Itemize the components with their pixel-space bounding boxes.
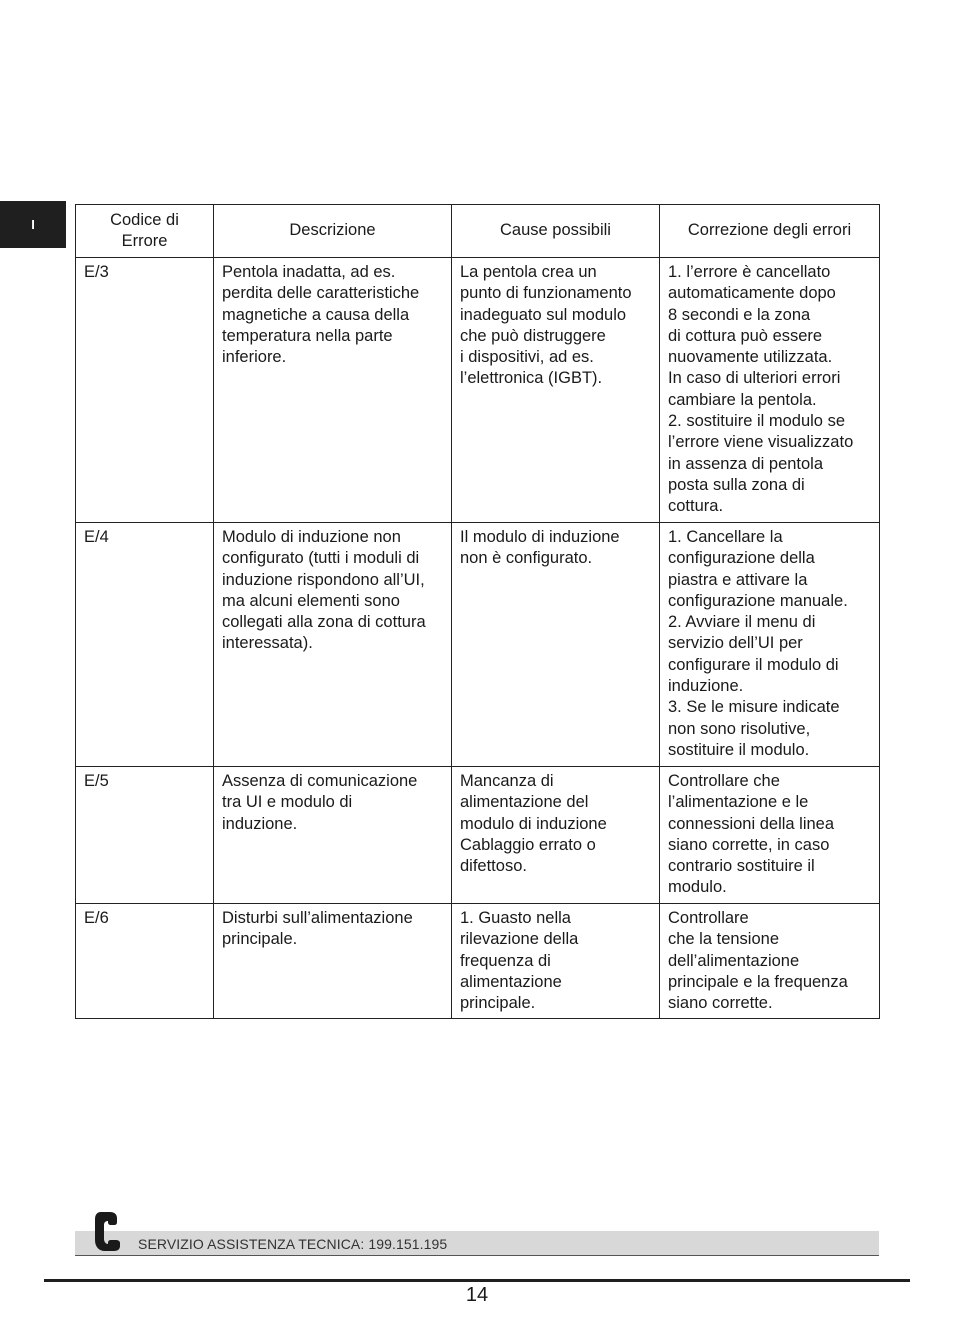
table-header-row	[76, 205, 880, 258]
correction-cell: 1. Cancellare la configurazione della piastra e attivare la configurazione manuale. 2. Avviare il menu di servizio dell’UI per configurare il modulo di induzione. 3. Se le misure indicate non sono risolutive, sostituire il modulo.	[660, 523, 880, 767]
causes-cell: La pentola crea un punto di funzionamento inadeguato sul modulo che può distruggere i dispositivi, ad es. l’elettronica (IGBT).	[452, 258, 660, 523]
table-row	[76, 767, 880, 904]
description-cell: Assenza di comunicazione tra UI e modulo di induzione.	[214, 767, 452, 904]
error-code-cell: E/6	[76, 904, 214, 1019]
language-tab	[0, 201, 66, 248]
error-code-cell: E/4	[76, 523, 214, 767]
causes-cell: Il modulo di induzione non è configurato.	[452, 523, 660, 767]
correction-cell: Controllare che la tensione dell’alimentazione principale e la frequenza siano corrette.	[660, 904, 880, 1019]
error-codes-table	[75, 204, 880, 1019]
page-number: 14	[465, 1284, 489, 1306]
error-code-cell: E/3	[76, 258, 214, 523]
error-code-cell: E/5	[76, 767, 214, 904]
header-error-correction: Correzione degli errori	[660, 205, 880, 258]
language-tab-label: I	[31, 217, 35, 232]
correction-cell: Controllare che l’alimentazione e le connessioni della linea siano corrette, in caso contrario sostituire il modulo.	[660, 767, 880, 904]
description-cell: Disturbi sull’alimentazione principale.	[214, 904, 452, 1019]
header-possible-causes: Cause possibili	[452, 205, 660, 258]
description-cell: Modulo di induzione non configurato (tutti i moduli di induzione rispondono all’UI, ma alcuni elementi sono collegati alla zona di cottura interessata).	[214, 523, 452, 767]
telephone-handset-icon	[92, 1210, 122, 1254]
causes-cell: 1. Guasto nella rilevazione della frequenza di alimentazione principale.	[452, 904, 660, 1019]
correction-cell: 1. l’errore è cancellato automaticamente dopo 8 secondi e la zona di cottura può essere nuovamente utilizzata. In caso di ulteriori errori cambiare la pentola. 2. sostituire il modulo se l’errore viene visualizzato in assenza di pentola posta sulla zona di cottura.	[660, 258, 880, 523]
service-phone-text: SERVIZIO ASSISTENZA TECNICA: 199.151.195	[138, 1236, 448, 1252]
header-description: Descrizione	[214, 205, 452, 258]
table-row	[76, 258, 880, 523]
table-row	[76, 523, 880, 767]
description-cell: Pentola inadatta, ad es. perdita delle caratteristiche magnetiche a causa della temperatura nella parte inferiore.	[214, 258, 452, 523]
service-info-bar	[75, 1231, 879, 1256]
header-error-code: Codice di Errore	[76, 205, 214, 258]
footer-rule	[44, 1279, 910, 1282]
causes-cell: Mancanza di alimentazione del modulo di induzione Cablaggio errato o difettoso.	[452, 767, 660, 904]
table-row	[76, 904, 880, 1019]
